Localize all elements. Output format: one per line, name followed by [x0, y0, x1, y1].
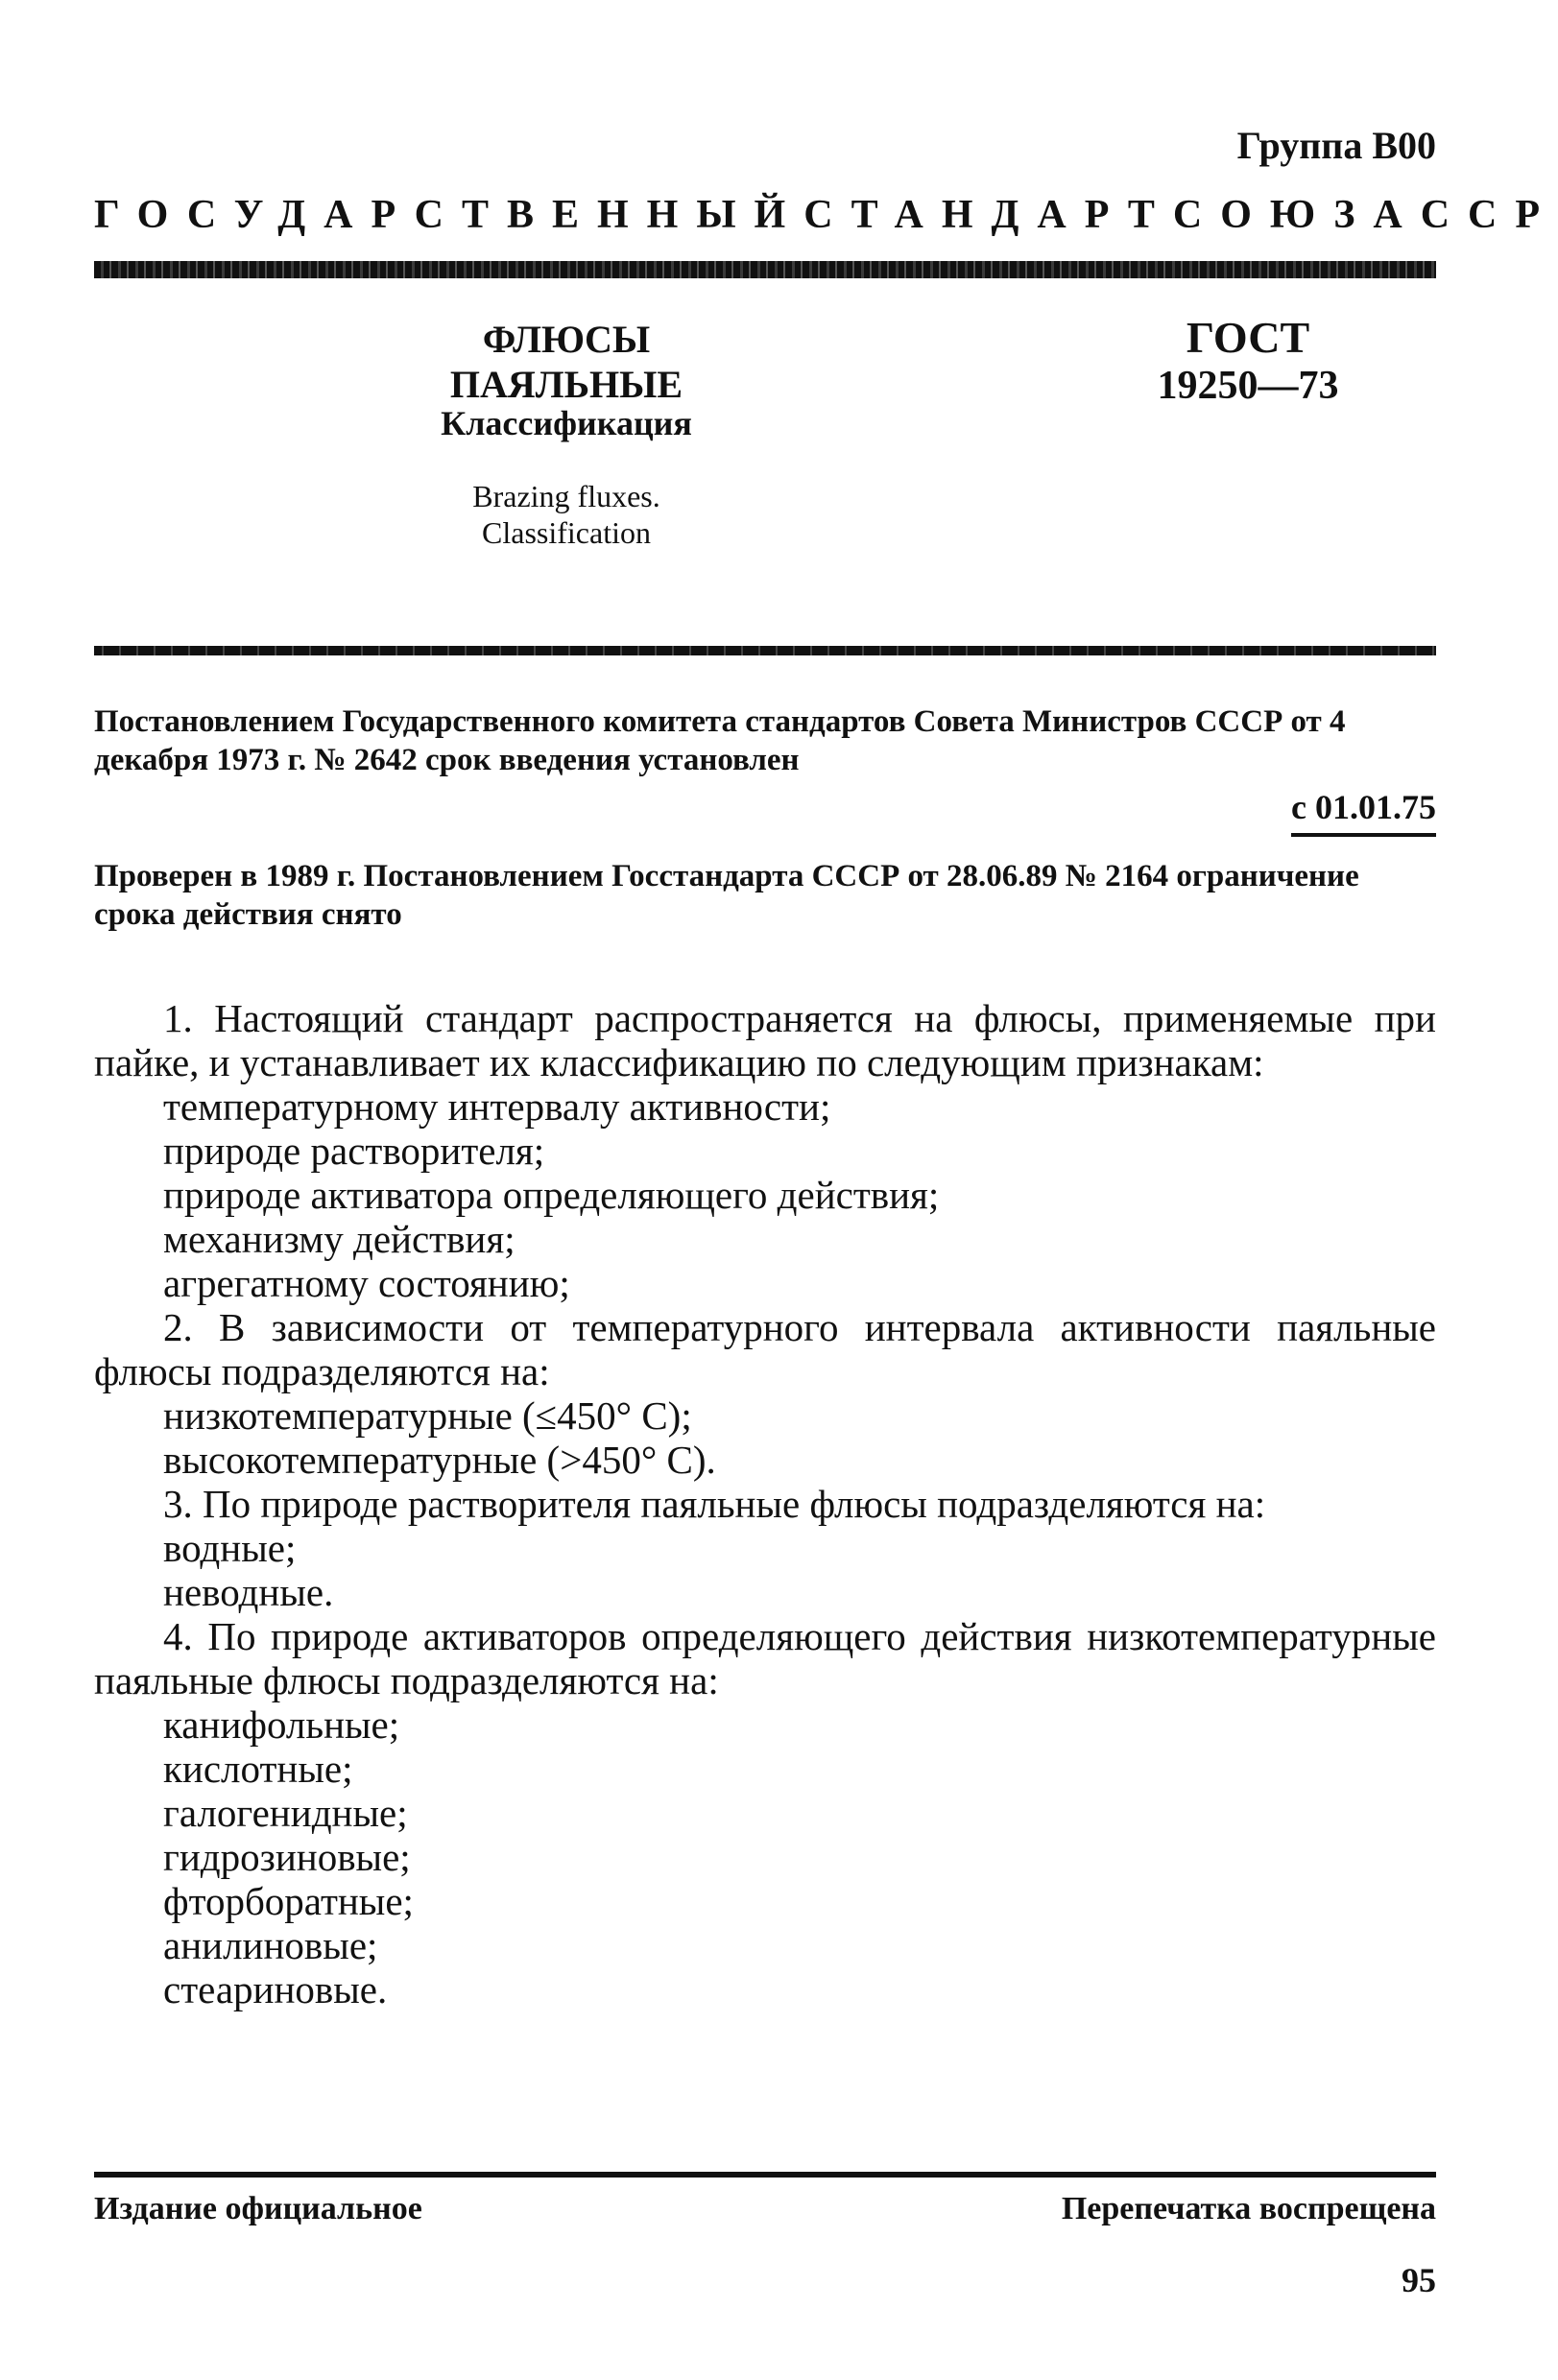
- group-label: Группа В00: [1236, 124, 1436, 167]
- list-item: неводные.: [163, 1570, 334, 1614]
- list-item: гидрозиновые;: [163, 1835, 411, 1879]
- list-item: фторборатные;: [163, 1879, 414, 1923]
- header-word: ССР: [1420, 193, 1558, 237]
- document-title-english: [365, 478, 768, 551]
- list-item: канифольные;: [163, 1702, 400, 1747]
- list-item: водные;: [163, 1526, 297, 1570]
- document-title: ФЛЮСЫ ПАЯЛЬНЫЕ: [449, 318, 683, 406]
- standard-header-title: [94, 192, 1558, 238]
- list-item: природе растворителя;: [163, 1129, 545, 1173]
- list-item: агрегатному состоянию;: [163, 1261, 570, 1305]
- paragraph-3: 3. По природе растворителя паяльные флюсы подразделяются на:: [163, 1482, 1266, 1526]
- paragraph-2: 2. В зависимости от температурного интервала активности паяльные флюсы подразделяются на:: [94, 1305, 1436, 1393]
- header-divider: [94, 261, 1436, 278]
- list-item: галогенидные;: [163, 1791, 408, 1835]
- title-divider: [94, 646, 1436, 655]
- paragraph-4: 4. По природе активаторов определяющего действия низкотемпературные паяльные флюсы подразделяются на:: [94, 1614, 1436, 1702]
- gost-number: 19250—73: [1157, 364, 1339, 408]
- list-item: стеариновые.: [163, 1967, 388, 2011]
- effective-date: с 01.01.75: [1291, 787, 1436, 837]
- gost-label: ГОСТ: [1186, 313, 1310, 362]
- list-item: механизму действия;: [163, 1217, 515, 1261]
- footer-divider: [94, 2172, 1436, 2178]
- paragraph-1: 1. Настоящий стандарт распространяется на флюсы, применяемые при пайке, и устанавливает их классификацию по следующим признакам:: [94, 996, 1436, 1084]
- header-word: СТАНДАРТ: [803, 193, 1173, 237]
- edition-note: Издание официальное: [94, 2191, 422, 2226]
- verification-note: Проверен в 1989 г. Постановлением Госстандарта СССР от 28.06.89 № 2164 ограничение срока действия снято: [94, 859, 1359, 932]
- list-item: кислотные;: [163, 1747, 353, 1791]
- list-item: природе активатора определяющего действия;: [163, 1173, 940, 1217]
- list-item: низкотемпературные (≤450° С);: [163, 1393, 692, 1438]
- header-word: ГОСУДАРСТВЕННЫЙ: [94, 193, 804, 237]
- header-word: СОЮЗА: [1172, 193, 1421, 237]
- page-number: 95: [1402, 2261, 1436, 2299]
- decree-text: Постановлением Государственного комитета стандартов Совета Министров СССР от 4 декабря 1973 г. № 2642 срок введения установлен: [94, 704, 1346, 777]
- reprint-note: Перепечатка воспрещена: [1061, 2191, 1436, 2226]
- english-title-line: Brazing fluxes.: [472, 479, 660, 513]
- document-subtitle: Классификация: [441, 404, 692, 442]
- list-item: высокотемпературные (>450° С).: [163, 1438, 716, 1482]
- list-item: анилиновые;: [163, 1923, 378, 1967]
- standard-body: [94, 996, 1436, 2011]
- list-item: температурному интервалу активности;: [163, 1084, 831, 1129]
- english-title-line: Classification: [482, 515, 651, 550]
